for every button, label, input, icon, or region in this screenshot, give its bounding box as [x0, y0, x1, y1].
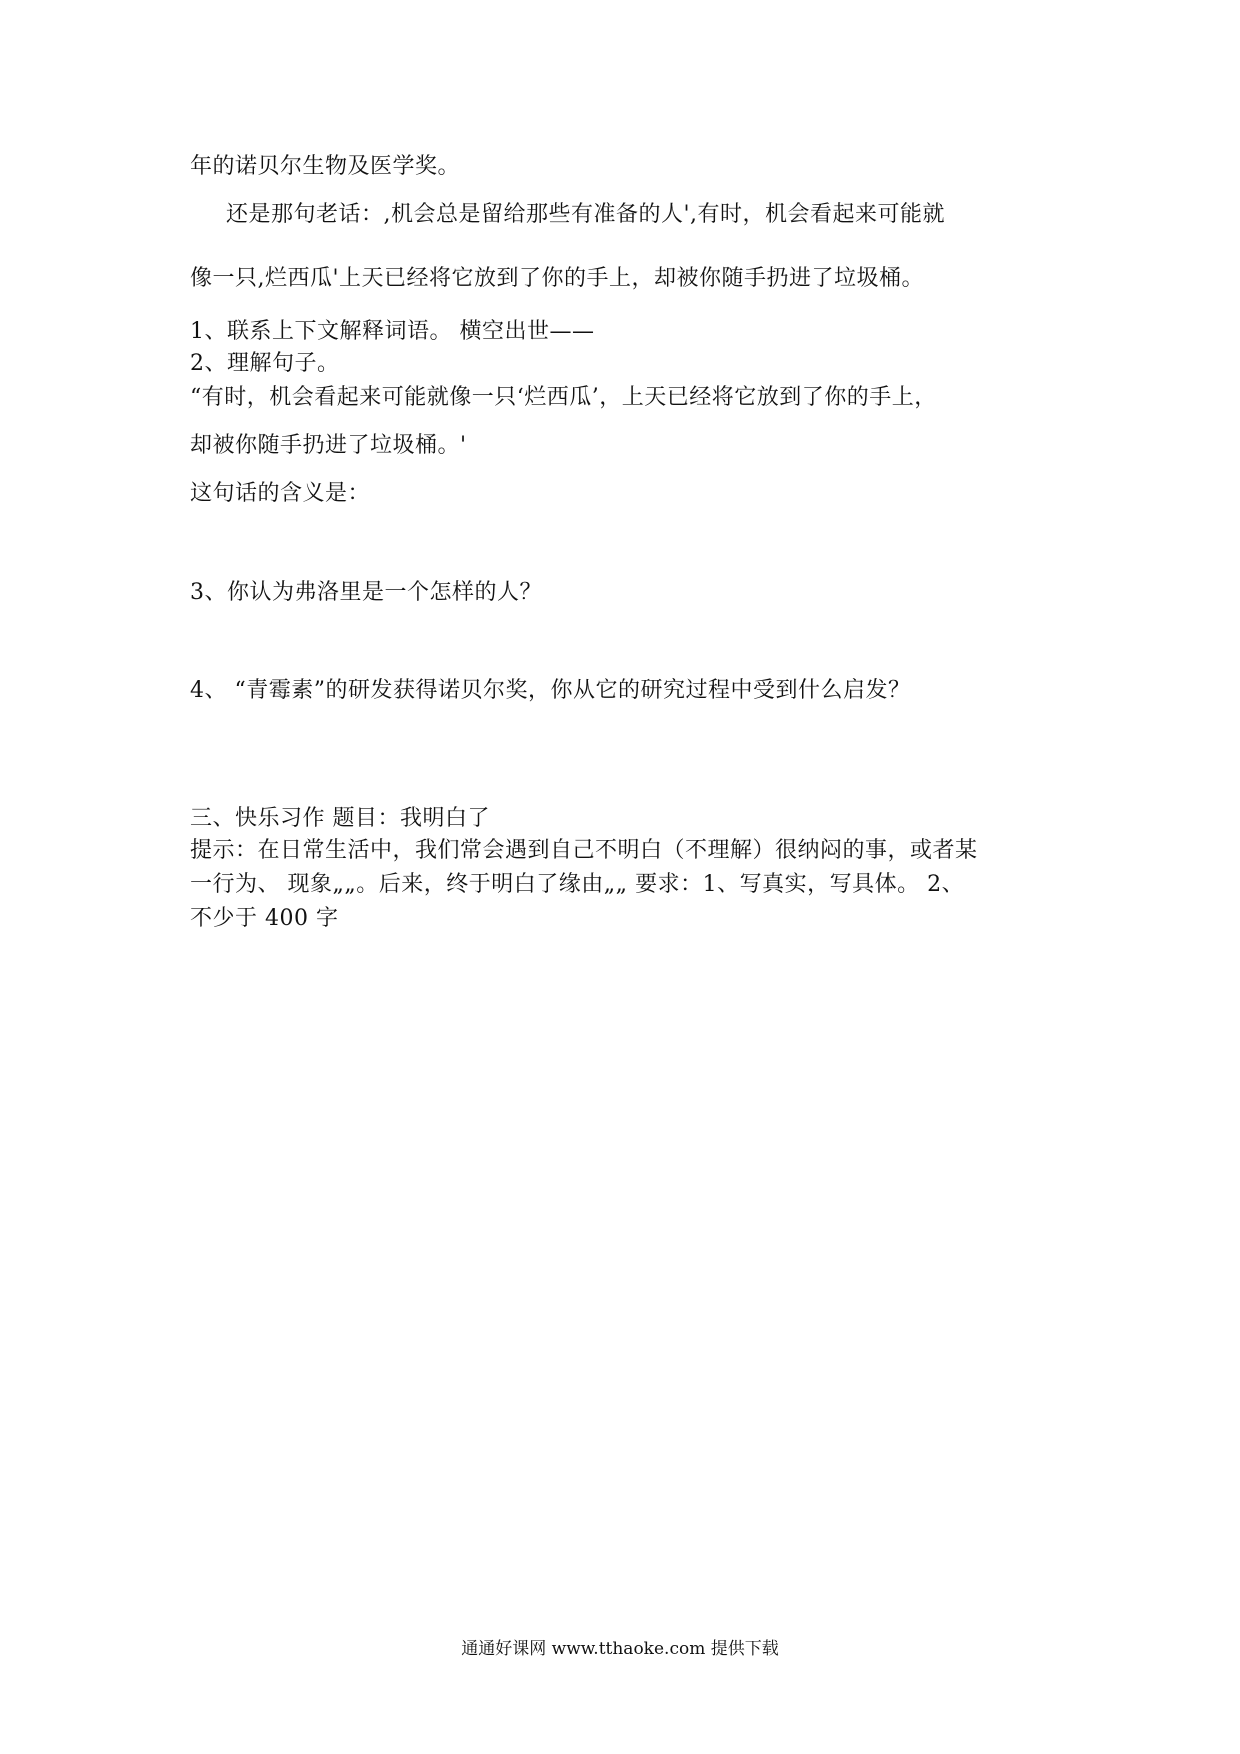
question-2-quote-line-1: “有时，机会看起来可能就像一只‘烂西瓜’，上天已经将它放到了你的手上， [190, 385, 937, 410]
passage-line-1: 年的诺贝尔生物及医学奖。 [190, 154, 461, 179]
writing-hint-line-3: 不少于 400 字 [190, 906, 339, 931]
writing-hint-line-1: 提示：在日常生活中，我们常会遇到自己不明白（不理解）很纳闷的事，或者某 [190, 838, 978, 863]
question-1: 1、联系上下文解释词语。 横空出世—— [190, 319, 595, 344]
question-2-prompt: 这句话的含义是： [190, 481, 371, 506]
question-2-quote-line-2: 却被你随手扔进了垃圾桶。' [190, 433, 467, 458]
passage-line-2: 还是那句老话：,机会总是留给那些有准备的人',有时，机会看起来可能就 [226, 202, 946, 227]
writing-hint-line-2: 一行为、 现象„„。后来，终于明白了缘由„„ 要求：1、写真实，写具体。 2、 [190, 872, 965, 897]
writing-heading: 三、快乐习作 题目：我明白了 [190, 806, 490, 831]
passage-line-3: 像一只,烂西瓜'上天已经将它放到了你的手上，却被你随手扔进了垃圾桶。 [190, 266, 925, 291]
question-3: 3、你认为弗洛里是一个怎样的人？ [190, 580, 542, 605]
question-4: 4、 “青霉素”的研发获得诺贝尔奖，你从它的研究过程中受到什么启发？ [190, 678, 911, 703]
page-footer: 通通好课网 www.tthaoke.com 提供下载 [461, 1639, 779, 1659]
question-2: 2、理解句子。 [190, 351, 340, 376]
